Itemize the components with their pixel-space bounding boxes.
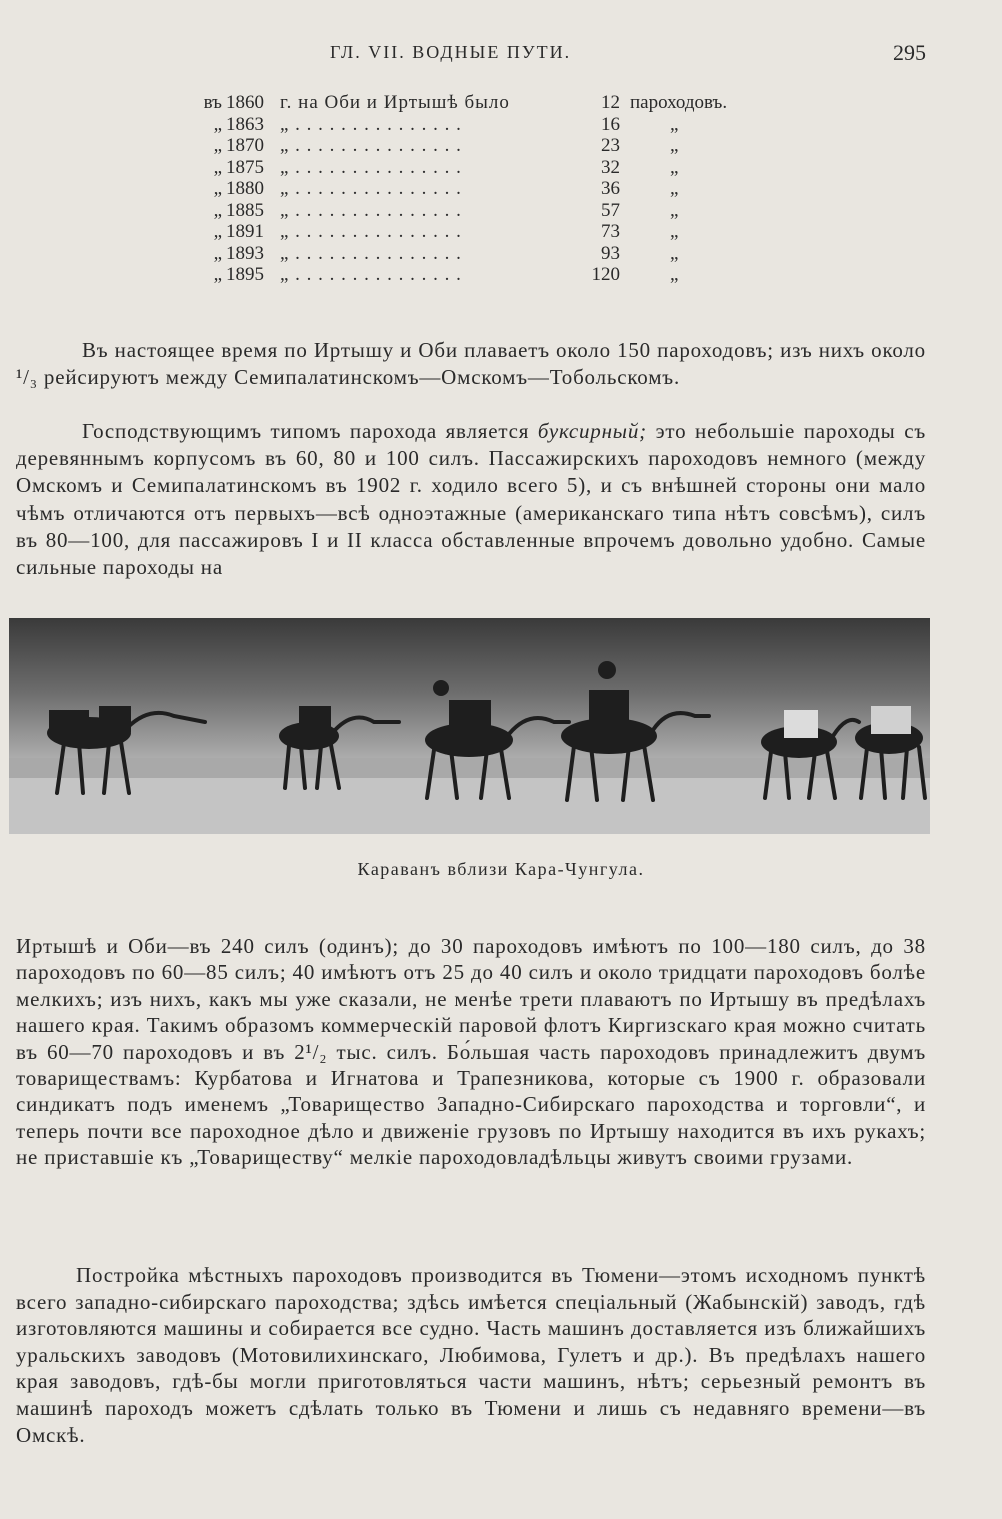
- row-leader: „ . . . . . . . . . . . . . . .: [280, 221, 462, 242]
- paragraph-steamer-types: [16, 418, 926, 581]
- row-year: 1863: [226, 113, 264, 135]
- row-prefix: „: [213, 199, 222, 221]
- row-prefix: „: [213, 135, 222, 156]
- row-year: 1870: [226, 135, 264, 156]
- row-year: 1895: [226, 264, 264, 285]
- row-ditto: „: [670, 178, 679, 199]
- row-count: 36: [601, 178, 620, 199]
- paragraph-construction: Постройка мѣстныхъ пароходовъ производится въ Тюмени—этомъ исходномъ пунктѣ всего западно-сибирскаго пароходства; здѣсь имѣется спеціальный (Жабынскій) заводъ, гдѣ изготовляются машины и собирается все судно. Часть машинъ доставляется изъ ближайшихъ уральскихъ заводовъ (Мотовилихинскаго, Любимова, Гулетъ и др.). Въ предѣлахъ нашего края заводовъ, гдѣ-бы могли приготовляться части машинъ, нѣтъ; серьезный ремонтъ въ машинѣ пароходъ можетъ сдѣлать только въ Тюмени и лишь съ недавняго времени—въ Омскѣ.: [16, 1263, 926, 1447]
- table-row: [190, 200, 790, 222]
- table-row: [190, 114, 790, 136]
- row-leader: „ . . . . . . . . . . . . . . .: [280, 264, 462, 285]
- row-leader: „ . . . . . . . . . . . . . . .: [280, 178, 462, 199]
- row-year: 1893: [226, 242, 264, 264]
- row-leader: „ . . . . . . . . . . . . . . .: [280, 242, 462, 264]
- row-ditto: „: [670, 242, 679, 264]
- row-count: 120: [591, 264, 620, 285]
- row-leader: „ . . . . . . . . . . . . . . .: [280, 199, 462, 221]
- row-year: 1891: [226, 221, 264, 242]
- table-row: [190, 178, 790, 200]
- page-header: [0, 42, 1002, 72]
- row-ditto: „: [670, 113, 679, 135]
- caravan-photo-image: [9, 618, 930, 834]
- row-count: 23: [601, 135, 620, 156]
- table-row: [190, 135, 790, 157]
- steamer-count-table: [190, 92, 790, 286]
- row-prefix: „: [213, 264, 222, 285]
- table-row: [190, 264, 790, 286]
- row-text: г. на Оби и Иртышѣ было: [280, 92, 510, 113]
- table-row: [190, 243, 790, 265]
- paragraph-text: Господствующимъ типомъ парохода является: [82, 419, 538, 443]
- row-year: 1860: [226, 92, 264, 113]
- row-prefix: „: [213, 242, 222, 264]
- row-ditto: „: [670, 156, 679, 178]
- row-leader: „ . . . . . . . . . . . . . . .: [280, 156, 462, 178]
- row-year: 1880: [226, 178, 264, 199]
- row-count: 93: [601, 242, 620, 264]
- row-ditto: „: [670, 264, 679, 285]
- paragraph-text: это небольшіе пароходы съ деревяннымъ корпусомъ въ 60, 80 и 100 силъ. Пассажирскихъ пароходовъ немного (между Омскомъ и Семипалатинскомъ въ 1902 г. ходило всего 5), и съ внѣшней стороны они мало чѣмъ отличаются отъ первыхъ—всѣ одноэтажные (американскаго типа нѣтъ совсѣмъ), силъ въ 80—100, для пассажировъ I и II класса обставленные впрочемъ довольно удобно. Самые сильные пароходы на: [16, 419, 926, 580]
- row-leader: „ . . . . . . . . . . . . . . .: [280, 113, 462, 135]
- row-unit: пароходовъ.: [630, 92, 728, 113]
- row-count: 57: [601, 199, 620, 221]
- page-number: 295: [893, 40, 926, 65]
- row-ditto: „: [670, 135, 679, 156]
- row-prefix: „: [213, 113, 222, 135]
- caravan-photograph: [9, 618, 930, 834]
- row-year: 1875: [226, 156, 264, 178]
- row-count: 12: [601, 92, 620, 113]
- row-prefix: „: [213, 178, 222, 199]
- emphasis-text: буксирный;: [537, 419, 647, 443]
- table-row: [190, 92, 790, 114]
- row-prefix: въ: [203, 92, 222, 113]
- running-title: ГЛ. VII. ВОДНЫЕ ПУТИ.: [330, 42, 572, 62]
- table-row: [190, 157, 790, 179]
- paragraph-current-fleet: Въ настоящее время по Иртышу и Оби плаваетъ около 150 пароходовъ; изъ нихъ около ¹/₃ рейсируютъ между Семипалатинскомъ—Омскомъ—Тобольскомъ.: [16, 338, 926, 390]
- row-leader: „ . . . . . . . . . . . . . . .: [280, 135, 462, 156]
- row-ditto: „: [670, 221, 679, 242]
- photo-caption: Караванъ вблизи Кара-Чунгула.: [357, 859, 645, 879]
- row-count: 16: [601, 113, 620, 135]
- row-prefix: „: [213, 221, 222, 242]
- row-prefix: „: [213, 156, 222, 178]
- row-count: 32: [601, 156, 620, 178]
- row-year: 1885: [226, 199, 264, 221]
- table-row: [190, 221, 790, 243]
- paragraph-fleet-power: Иртышѣ и Оби—въ 240 силъ (одинъ); до 30 пароходовъ имѣютъ по 100—180 силъ, до 38 пароходовъ по 60—85 силъ; 40 имѣютъ отъ 25 до 40 силъ и около тридцати пароходовъ болѣе мелкихъ; изъ нихъ, какъ мы уже сказали, не менѣе трети плаваютъ по Иртышу въ предѣлахъ нашего края. Такимъ образомъ коммерческій паровой флотъ Киргизскаго края можно считать въ 60—70 пароходовъ и въ 2¹/₂ тыс. силъ. Бо́льшая часть пароходовъ принадлежитъ двумъ товариществамъ: Курбатова и Игнатова и Трапезникова, которые съ 1900 г. образовали синдикатъ подъ именемъ „Товарищество Западно-Сибирскаго пароходства и торговли“, и теперь почти все пароходное дѣло и движеніе грузовъ по Иртышу находится въ ихъ рукахъ; не приставшіе къ „Товариществу“ мелкіе пароходовладѣльцы живутъ своими грузами.: [16, 934, 926, 1170]
- row-count: 73: [601, 221, 620, 242]
- row-ditto: „: [670, 199, 679, 221]
